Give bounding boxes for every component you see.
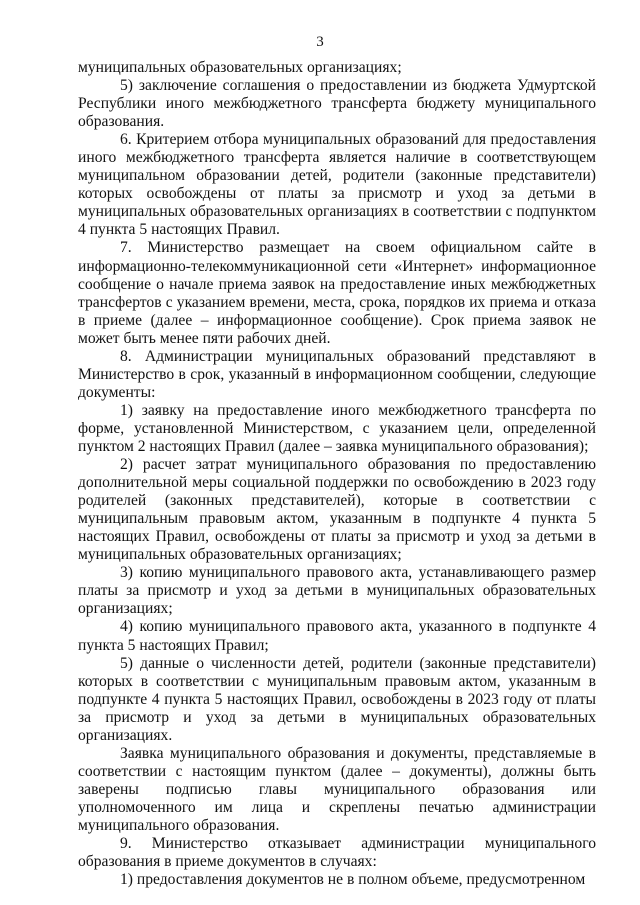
paragraph-9-refusal-cases: 9. Министерство отказывает администрации муниципального образования в приеме документов в случаях: [78,835,596,871]
paragraph-7-ministry-announcement: 7. Министерство размещает на своем официальном сайте в информационно-телекоммуникационной сети «Интернет» информационное сообщение о начале приема заявок на предоставление иных межбюджетных трансфертов с указанием времени, места, срока, порядков их приема и отказа в приеме (далее – информационное сообщение). Срок приема заявок не может быть менее пяти рабочих дней. [78,239,596,347]
page-number: 3 [316,34,324,50]
paragraph-8-item-5-children-data: 5) данные о численности детей, родители (законные представители) которых в соответствии с муниципальным правовым актом, указанным в подпункте 4 пункта 5 настоящих Правил, освобождены в 2023 году от платы за присмотр и уход за детьми в муниципальных образовательных организациях. [78,654,596,744]
paragraph-8-documents-list: 8. Администрации муниципальных образований представляют в Министерство в срок, указанный в информационном сообщении, следующие документы: [78,347,596,401]
paragraph-8-item-1-application: 1) заявку на предоставление иного межбюджетного трансферта по форме, установленной Министерством, с указанием цели, определенной пунктом 2 настоящих Правил (далее – заявка муниципального образования); [78,401,596,455]
paragraph-8-item-2-cost-calculation: 2) расчет затрат муниципального образования по предоставлению дополнительной меры социальной поддержки по освобождению в 2023 году родителей (законных представителей), которые в соответствии с муниципальным правовым актом, указанным в подпункте 4 пункта 5 настоящих Правил, освобождены от платы за присмотр и уход за детьми в муниципальных образовательных организациях; [78,456,596,564]
paragraph-9-item-1-incomplete-documents: 1) предоставления документов не в полном объеме, предусмотренном [120,871,586,889]
paragraph-item-5-agreement: 5) заключение соглашения о предоставлении из бюджета Удмуртской Республики иного межбюджетного трансферта бюджету муниципального образования. [78,77,596,131]
document-body [78,59,596,889]
paragraph-6-selection-criterion: 6. Критерием отбора муниципальных образований для предоставления иного межбюджетного трансферта является наличие в соответствующем муниципальном образовании детей, родители (законные представители) которых освобождены от платы за присмотр и уход за детьми в муниципальных образовательных организациях в соответствии с подпунктом 4 пункта 5 настоящих Правил. [78,131,596,239]
paragraph-certification-requirement: Заявка муниципального образования и документы, представляемые в соответствии с настоящим пунктом (далее – документы), должны быть заверены подписью главы муниципального образования или уполномоченного им лица и скреплены печатью администрации муниципального образования. [78,744,596,834]
paragraph-8-item-4-legal-act-copy: 4) копию муниципального правового акта, указанного в подпункте 4 пункта 5 настоящих Правил; [78,618,596,654]
paragraph-continuation: муниципальных образовательных организациях; [78,59,402,76]
paragraph-8-item-3-fee-act-copy: 3) копию муниципального правового акта, устанавливающего размер платы за присмотр и уход за детьми в муниципальных образовательных организациях; [78,564,596,618]
